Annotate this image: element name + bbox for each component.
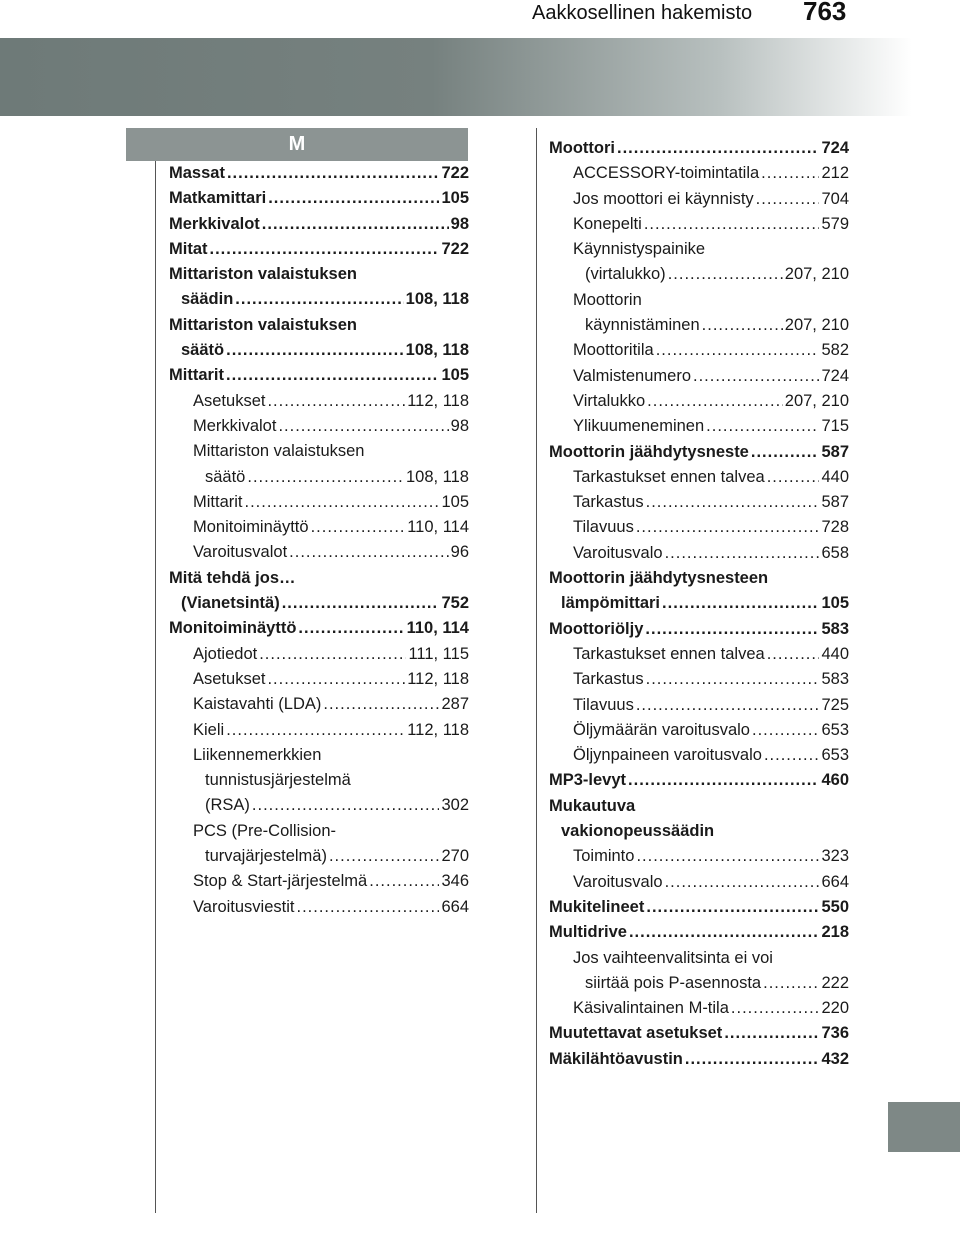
index-entry-term: Merkkivalot	[169, 214, 260, 233]
index-entry: Mittariston valaistuksen	[169, 315, 357, 334]
leader-dots	[756, 187, 820, 212]
index-entry-term: Tarkastus	[573, 493, 644, 512]
index-entry-page: 270	[441, 847, 469, 866]
leader-dots	[247, 465, 404, 490]
leader-dots	[369, 869, 439, 894]
index-entry-term: Toiminto	[573, 847, 635, 866]
index-entry-page: 110, 114	[407, 518, 469, 537]
index-entry-page: 112, 118	[407, 669, 469, 688]
index-entry-page: 658	[821, 543, 849, 562]
index-entry-term: käynnistäminen	[585, 316, 700, 335]
leader-dots	[259, 642, 406, 667]
index-entry	[549, 313, 849, 338]
index-entry-page: 108, 118	[405, 341, 469, 360]
leader-dots	[752, 718, 819, 743]
index-entry	[169, 414, 469, 439]
index-entry-page: 653	[821, 720, 849, 739]
leader-dots	[662, 591, 819, 616]
leader-dots	[724, 1021, 819, 1046]
index-entry: Moottorin	[573, 290, 642, 309]
index-entry	[549, 515, 849, 540]
index-entry-page: 207, 210	[784, 265, 849, 284]
index-entry	[549, 187, 849, 212]
leader-dots	[644, 212, 820, 237]
index-entry-page: 108, 118	[405, 467, 469, 486]
index-entry-term: Valmistenumero	[573, 366, 691, 385]
index-entry: Mittariston valaistuksen	[169, 265, 357, 284]
index-entry-page: 582	[821, 341, 849, 360]
index-entry-term: Asetukset	[193, 391, 266, 410]
index-entry	[169, 161, 469, 186]
leader-dots	[665, 870, 820, 895]
index-entry: Mittariston valaistuksen	[193, 442, 365, 461]
index-entry-page: 724	[821, 366, 849, 385]
leader-dots	[647, 389, 783, 414]
index-entry-term: Mitat	[169, 239, 208, 258]
index-entry-term: (Vianetsintä)	[181, 594, 280, 613]
index-entry	[549, 1021, 849, 1046]
index-entry-page: 105	[441, 189, 469, 208]
index-entry-page: 222	[821, 973, 849, 992]
leader-dots	[761, 161, 819, 186]
index-entry-page: 105	[821, 594, 849, 613]
index-entry-term: Matkamittari	[169, 189, 267, 208]
index-entry-page: 207, 210	[784, 391, 849, 410]
index-entry-page: 653	[821, 746, 849, 765]
leader-dots	[278, 414, 448, 439]
index-entry-page: 111, 115	[408, 644, 469, 663]
leader-dots	[665, 541, 820, 566]
index-entry-term: Kaistavahti (LDA)	[193, 695, 322, 714]
leader-dots	[702, 313, 783, 338]
leader-dots	[617, 136, 819, 161]
index-entry-term: Varoitusvalo	[573, 872, 663, 891]
index-entry-term: Multidrive	[549, 923, 627, 942]
index-entry-term: Konepelti	[573, 214, 642, 233]
leader-dots	[646, 895, 819, 920]
index-entry-term: Käsivalintainen M-tila	[573, 999, 729, 1018]
index-entry-term: Massat	[169, 164, 225, 182]
index-entry: Mukautuva	[549, 796, 636, 815]
index-entry: Käynnistyspainike	[573, 240, 706, 259]
index-entry	[549, 440, 849, 465]
index-entry-term: Virtalukko	[573, 391, 646, 410]
index-entry	[169, 895, 469, 920]
leader-dots	[636, 515, 820, 540]
index-entry: Liikennemerkkien	[193, 745, 322, 764]
leader-dots	[226, 363, 439, 388]
index-entry	[549, 693, 849, 718]
index-entry	[549, 667, 849, 692]
index-entry-page: 587	[821, 442, 849, 461]
leader-dots	[298, 616, 404, 641]
index-entry	[549, 870, 849, 895]
leader-dots	[668, 262, 783, 287]
index-entry-page: 220	[821, 999, 849, 1018]
index-entry-page: 105	[441, 366, 469, 385]
leader-dots	[767, 465, 820, 490]
index-entry-term: turvajärjestelmä)	[205, 847, 327, 866]
index-entry-term: Monitoiminäyttö	[169, 619, 297, 638]
index-entry-page: 728	[821, 518, 849, 537]
index-entry-term: (virtalukko)	[585, 265, 666, 284]
leader-dots	[751, 440, 820, 465]
leader-dots	[685, 1047, 820, 1072]
index-entry-term: Asetukset	[193, 669, 266, 688]
leader-dots	[227, 161, 440, 186]
leader-dots	[767, 642, 820, 667]
index-entry-term: Öljymäärän varoitusvalo	[573, 720, 750, 739]
index-entry-page: 105	[441, 492, 469, 511]
leader-dots	[636, 693, 820, 718]
index-entry	[549, 642, 849, 667]
column-divider	[536, 128, 537, 1213]
leader-dots	[646, 490, 820, 515]
index-entry	[549, 262, 849, 287]
index-entry	[549, 920, 849, 945]
index-entry-page: 346	[441, 872, 469, 891]
leader-dots	[763, 971, 819, 996]
index-entry	[169, 718, 469, 743]
index-entry-term: lämpömittari	[561, 594, 661, 613]
page-number: 763	[803, 0, 847, 26]
index-entry-term: Öljynpaineen varoitusvalo	[573, 746, 762, 765]
index-entry	[549, 768, 849, 793]
index-entry-page: 218	[821, 923, 849, 942]
index-entry	[549, 743, 849, 768]
index-entry-term: Jos moottori ei käynnisty	[573, 189, 754, 208]
index-entry-page: 752	[441, 594, 469, 613]
index-entry-term: Kieli	[193, 720, 225, 739]
index-entry	[169, 844, 469, 869]
leader-dots	[289, 540, 448, 565]
index-entry-page: 704	[821, 189, 849, 208]
index-entry	[549, 136, 849, 161]
index-entry	[549, 617, 849, 642]
index-entry	[169, 793, 469, 818]
leader-dots	[267, 389, 405, 414]
index-entry	[169, 540, 469, 565]
index-entry-page: 724	[821, 139, 849, 157]
leader-dots	[226, 718, 405, 743]
index-entry	[549, 895, 849, 920]
index-entry	[169, 389, 469, 414]
index-entry-term: Muutettavat asetukset	[549, 1024, 723, 1043]
index-entry-page: 579	[821, 214, 849, 233]
leader-dots	[329, 844, 440, 869]
index-entry	[549, 844, 849, 869]
section-letter-tab: M	[126, 128, 468, 161]
page-header-title: Aakkosellinen hakemisto	[532, 2, 753, 24]
index-entry	[169, 338, 469, 363]
leader-dots	[262, 212, 449, 237]
index-entry-term: Mittarit	[169, 366, 224, 385]
index-entry	[169, 186, 469, 211]
index-entry-page: 664	[441, 897, 469, 916]
index-entry-term: Moottoriöljy	[549, 619, 644, 638]
leader-dots	[731, 996, 820, 1021]
index-entry	[169, 667, 469, 692]
index-entry	[549, 996, 849, 1021]
leader-dots	[656, 338, 820, 363]
index-entry-page: 664	[821, 872, 849, 891]
index-entry: tunnistusjärjestelmä	[205, 771, 351, 790]
index-entry-term: Tarkastukset ennen talvea	[573, 644, 765, 663]
index-entry: vakionopeussäädin	[561, 822, 715, 841]
index-entry-page: 736	[821, 1024, 849, 1043]
index-entry-page: 112, 118	[407, 391, 469, 410]
leader-dots	[268, 186, 439, 211]
index-entry-page: 108, 118	[405, 290, 469, 309]
index-entry-page: 583	[821, 619, 849, 638]
index-entry-page: 98	[450, 416, 469, 435]
index-entry	[169, 515, 469, 540]
index-entry-term: Varoitusvalot	[193, 543, 288, 562]
index-entry-term: Varoitusviestit	[193, 897, 295, 916]
index-entry-term: Mittarit	[193, 492, 243, 511]
index-column-right	[549, 136, 849, 1072]
index-entry	[169, 363, 469, 388]
index-entry	[169, 465, 469, 490]
leader-dots	[296, 895, 439, 920]
index-entry-page: 725	[821, 695, 849, 714]
index-entry-page: 207, 210	[784, 316, 849, 335]
leader-dots	[267, 667, 405, 692]
index-entry	[549, 338, 849, 363]
leader-dots	[629, 920, 820, 945]
index-entry-term: Stop & Start-järjestelmä	[193, 872, 368, 891]
index-entry-term: Tarkastus	[573, 670, 644, 689]
left-column-rule	[155, 161, 156, 1213]
index-entry	[169, 287, 469, 312]
index-entry	[169, 616, 469, 641]
index-entry	[549, 364, 849, 389]
index-entry-page: 96	[450, 543, 469, 562]
index-column-left	[169, 161, 469, 920]
index-entry-term: (RSA)	[205, 796, 250, 815]
index-entry-page: 460	[821, 771, 849, 790]
index-entry-term: Ajotiedot	[193, 644, 258, 663]
index-entry-term: säätö	[181, 341, 225, 360]
index-entry	[549, 591, 849, 616]
index-entry-page: 110, 114	[406, 619, 469, 638]
index-entry-page: 98	[450, 214, 469, 233]
index-entry: Mitä tehdä jos…	[169, 568, 296, 587]
index-entry	[169, 212, 469, 237]
leader-dots	[210, 237, 440, 262]
index-entry: PCS (Pre-Collision-	[193, 821, 337, 840]
page-header	[0, 0, 960, 30]
leader-dots	[764, 743, 820, 768]
index-entry-term: siirtää pois P-asennosta	[585, 973, 762, 992]
index-entry-page: 440	[821, 467, 849, 486]
index-entry	[169, 591, 469, 616]
index-entry-page: 715	[821, 417, 849, 436]
index-entry	[549, 414, 849, 439]
leader-dots	[282, 591, 440, 616]
index-entry-term: Moottoritila	[573, 341, 654, 360]
index-entry-term: Mäkilähtöavustin	[549, 1049, 683, 1068]
index-entry-page: 722	[441, 239, 469, 258]
index-entry-page: 722	[441, 164, 469, 182]
index-entry	[549, 465, 849, 490]
header-band	[0, 38, 960, 116]
index-entry-page: 440	[821, 644, 849, 663]
index-entry	[549, 212, 849, 237]
index-side-tab	[888, 1102, 960, 1152]
index-entry-term: Varoitusvalo	[573, 543, 663, 562]
leader-dots	[693, 364, 819, 389]
index-entry-term: Ylikuumeneminen	[573, 417, 705, 436]
index-entry-page: 323	[821, 847, 849, 866]
index-entry-page: 212	[821, 164, 849, 183]
index-entry-term: Tilavuus	[573, 695, 634, 714]
leader-dots	[636, 844, 819, 869]
leader-dots	[645, 617, 819, 642]
index-entry-term: Tilavuus	[573, 518, 634, 537]
index-entry	[549, 718, 849, 743]
index-entry-term: Moottori	[549, 139, 615, 157]
index-entry-term: Merkkivalot	[193, 416, 277, 435]
leader-dots	[252, 793, 440, 818]
index-entry-term: Monitoiminäyttö	[193, 518, 309, 537]
leader-dots	[323, 692, 439, 717]
index-entry-term: Mukitelineet	[549, 897, 645, 916]
index-entry	[549, 389, 849, 414]
leader-dots	[646, 667, 820, 692]
index-entry	[169, 490, 469, 515]
leader-dots	[235, 287, 403, 312]
leader-dots	[311, 515, 406, 540]
index-entry-term: ACCESSORY-toimintatila	[573, 164, 760, 183]
leader-dots	[628, 768, 819, 793]
index-entry-page: 302	[441, 796, 469, 815]
index-entry: Jos vaihteenvalitsinta ei voi	[573, 948, 773, 967]
index-entry-page: 583	[821, 670, 849, 689]
index-entry-page: 550	[821, 897, 849, 916]
index-entry-term: säädin	[181, 290, 234, 309]
index-entry-page: 432	[821, 1049, 849, 1068]
leader-dots	[226, 338, 404, 363]
index-entry	[169, 869, 469, 894]
index-entry-term: Tarkastukset ennen talvea	[573, 467, 765, 486]
index-entry	[549, 1047, 849, 1072]
index-entry-term: MP3-levyt	[549, 771, 627, 790]
index-entry	[169, 237, 469, 262]
index-entry	[549, 971, 849, 996]
index-entry	[549, 161, 849, 186]
index-entry-page: 287	[441, 695, 469, 714]
index-entry-page: 587	[821, 493, 849, 512]
index-entry-page: 112, 118	[407, 720, 469, 739]
leader-dots	[706, 414, 819, 439]
index-entry-term: säätö	[205, 467, 246, 486]
index-entry	[549, 490, 849, 515]
index-entry	[169, 692, 469, 717]
index-entry-term: Moottorin jäähdytysneste	[549, 442, 749, 461]
index-entry: Moottorin jäähdytysnesteen	[549, 569, 769, 588]
leader-dots	[245, 490, 440, 515]
index-entry	[169, 642, 469, 667]
index-entry	[549, 541, 849, 566]
